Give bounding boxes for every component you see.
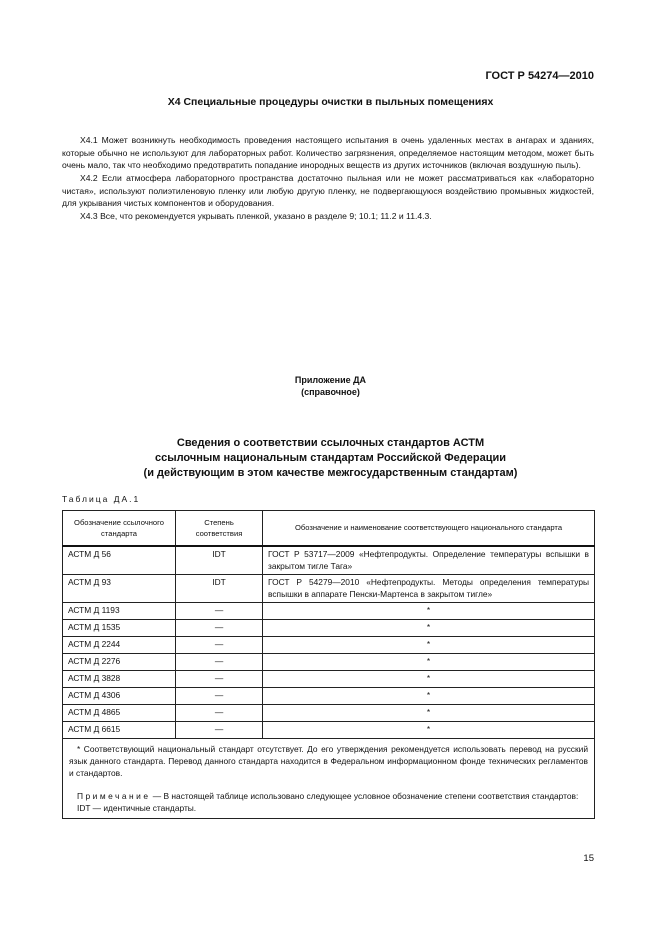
table-title-line: (и действующим в этом качестве межгосударственным стандартам) — [143, 467, 518, 479]
table-header-row — [63, 511, 595, 547]
national-standard-cell: ГОСТ Р 53717—2009 «Нефтепродукты. Определение температуры вспышки в закрытом тигле Тага» — [263, 546, 595, 575]
reference-standard-cell: АСТМ Д 6615 — [63, 722, 176, 739]
national-standard-cell: * — [263, 722, 595, 739]
appendix-title: Приложение ДА — [294, 375, 367, 385]
reference-standard-cell: АСТМ Д 4306 — [63, 688, 176, 705]
note-text: — В настоящей таблице использовано следующее условное обозначение степени соответствия стандартов: — [150, 791, 579, 801]
conformity-degree-cell: IDT — [176, 575, 263, 603]
table-row — [63, 722, 595, 739]
table-row — [63, 603, 595, 620]
table-label: Таблица ДА.1 — [62, 494, 141, 504]
paragraph — [62, 210, 594, 223]
table-row — [63, 705, 595, 722]
table-row — [63, 546, 595, 575]
table-row — [63, 637, 595, 654]
table-title-line: Сведения о соответствии ссылочных стандартов АСТМ — [176, 437, 485, 449]
page-number: 15 — [583, 853, 594, 864]
conformity-degree-cell: — — [176, 620, 263, 637]
table-title-line: ссылочным национальным стандартам Российской Федерации — [154, 452, 507, 464]
reference-standard-cell: АСТМ Д 1535 — [63, 620, 176, 637]
table-row — [63, 688, 595, 705]
appendix-heading — [0, 374, 661, 398]
note-item: IDT — идентичные стандарты. — [77, 803, 197, 813]
table-row — [63, 620, 595, 637]
table-footer — [63, 739, 595, 819]
column-header: Обозначение ссылочного стандарта — [63, 511, 176, 547]
reference-standard-cell: АСТМ Д 3828 — [63, 671, 176, 688]
table-row — [63, 575, 595, 603]
national-standard-cell: * — [263, 654, 595, 671]
conformity-degree-cell: — — [176, 671, 263, 688]
note-label: Примечание — [77, 791, 151, 801]
reference-standard-cell: АСТМ Д 56 — [63, 546, 176, 575]
national-standard-cell: * — [263, 603, 595, 620]
national-standard-cell: * — [263, 637, 595, 654]
reference-standard-cell: АСТМ Д 4865 — [63, 705, 176, 722]
conformity-degree-cell: — — [176, 722, 263, 739]
reference-standard-cell: АСТМ Д 2244 — [63, 637, 176, 654]
column-header: Степень соответствия — [176, 511, 263, 547]
conformity-degree-cell: — — [176, 637, 263, 654]
conformity-degree-cell: — — [176, 705, 263, 722]
conformity-degree-cell: — — [176, 688, 263, 705]
conformity-degree-cell: — — [176, 654, 263, 671]
national-standard-cell: * — [263, 688, 595, 705]
national-standard-cell: * — [263, 705, 595, 722]
paragraph — [62, 134, 594, 172]
conformity-degree-cell: IDT — [176, 546, 263, 575]
table-title — [0, 436, 661, 481]
table-footer-row — [63, 739, 595, 819]
section-title: X4 Специальные процедуры очистки в пыльных помещениях — [167, 96, 494, 108]
paragraph — [62, 172, 594, 210]
table-row — [63, 671, 595, 688]
document-header: ГОСТ Р 54274—2010 — [485, 70, 594, 82]
reference-standard-cell: АСТМ Д 2276 — [63, 654, 176, 671]
conformity-degree-cell: — — [176, 603, 263, 620]
paragraph-text: X4.3 Все, что рекомендуется укрывать пленкой, указано в разделе 9; 10.1; 11.2 и 11.4.3. — [80, 211, 432, 221]
footnote: * Соответствующий национальный стандарт отсутствует. До его утверждения рекомендуется использовать перевод на русский язык данного стандарта. Перевод данного стандарта находится в Федеральном информационном фонде технических регламентов и стандартов. — [69, 744, 588, 778]
appendix-subtitle: (справочное) — [301, 387, 360, 397]
paragraph-text: X4.2 Если атмосфера лабораторного пространства достаточно пыльная или не может рассматриваться как «лабораторно чистая», используют полиэтиленовую пленку или любую другую пленку, не подвергающуюся воздействию промывных жидкостей, для укрывания чистых компонентов и оборудования. — [62, 173, 594, 209]
column-header: Обозначение и наименование соответствующего национального стандарта — [263, 511, 595, 547]
table-row — [63, 654, 595, 671]
note — [69, 790, 588, 802]
paragraph-text: X4.1 Может возникнуть необходимость проведения настоящего испытания в очень удаленных местах в ангарах и зданиях, которые обычно не используют для лабораторных работ. Количество загрязнения, определяемое настоящим методом, может быть очень мало, так что необходимо предотвратить попадание инородных веществ из других источников (включая воздушную пыль). — [62, 135, 594, 171]
national-standard-cell: * — [263, 671, 595, 688]
reference-standard-cell: АСТМ Д 1193 — [63, 603, 176, 620]
national-standard-cell: ГОСТ Р 54279—2010 «Нефтепродукты. Методы определения температуры вспышки в аппарате Пенски-Мартенса в закрытом тигле» — [263, 575, 595, 603]
correspondence-table — [62, 510, 595, 819]
national-standard-cell: * — [263, 620, 595, 637]
reference-standard-cell: АСТМ Д 93 — [63, 575, 176, 603]
